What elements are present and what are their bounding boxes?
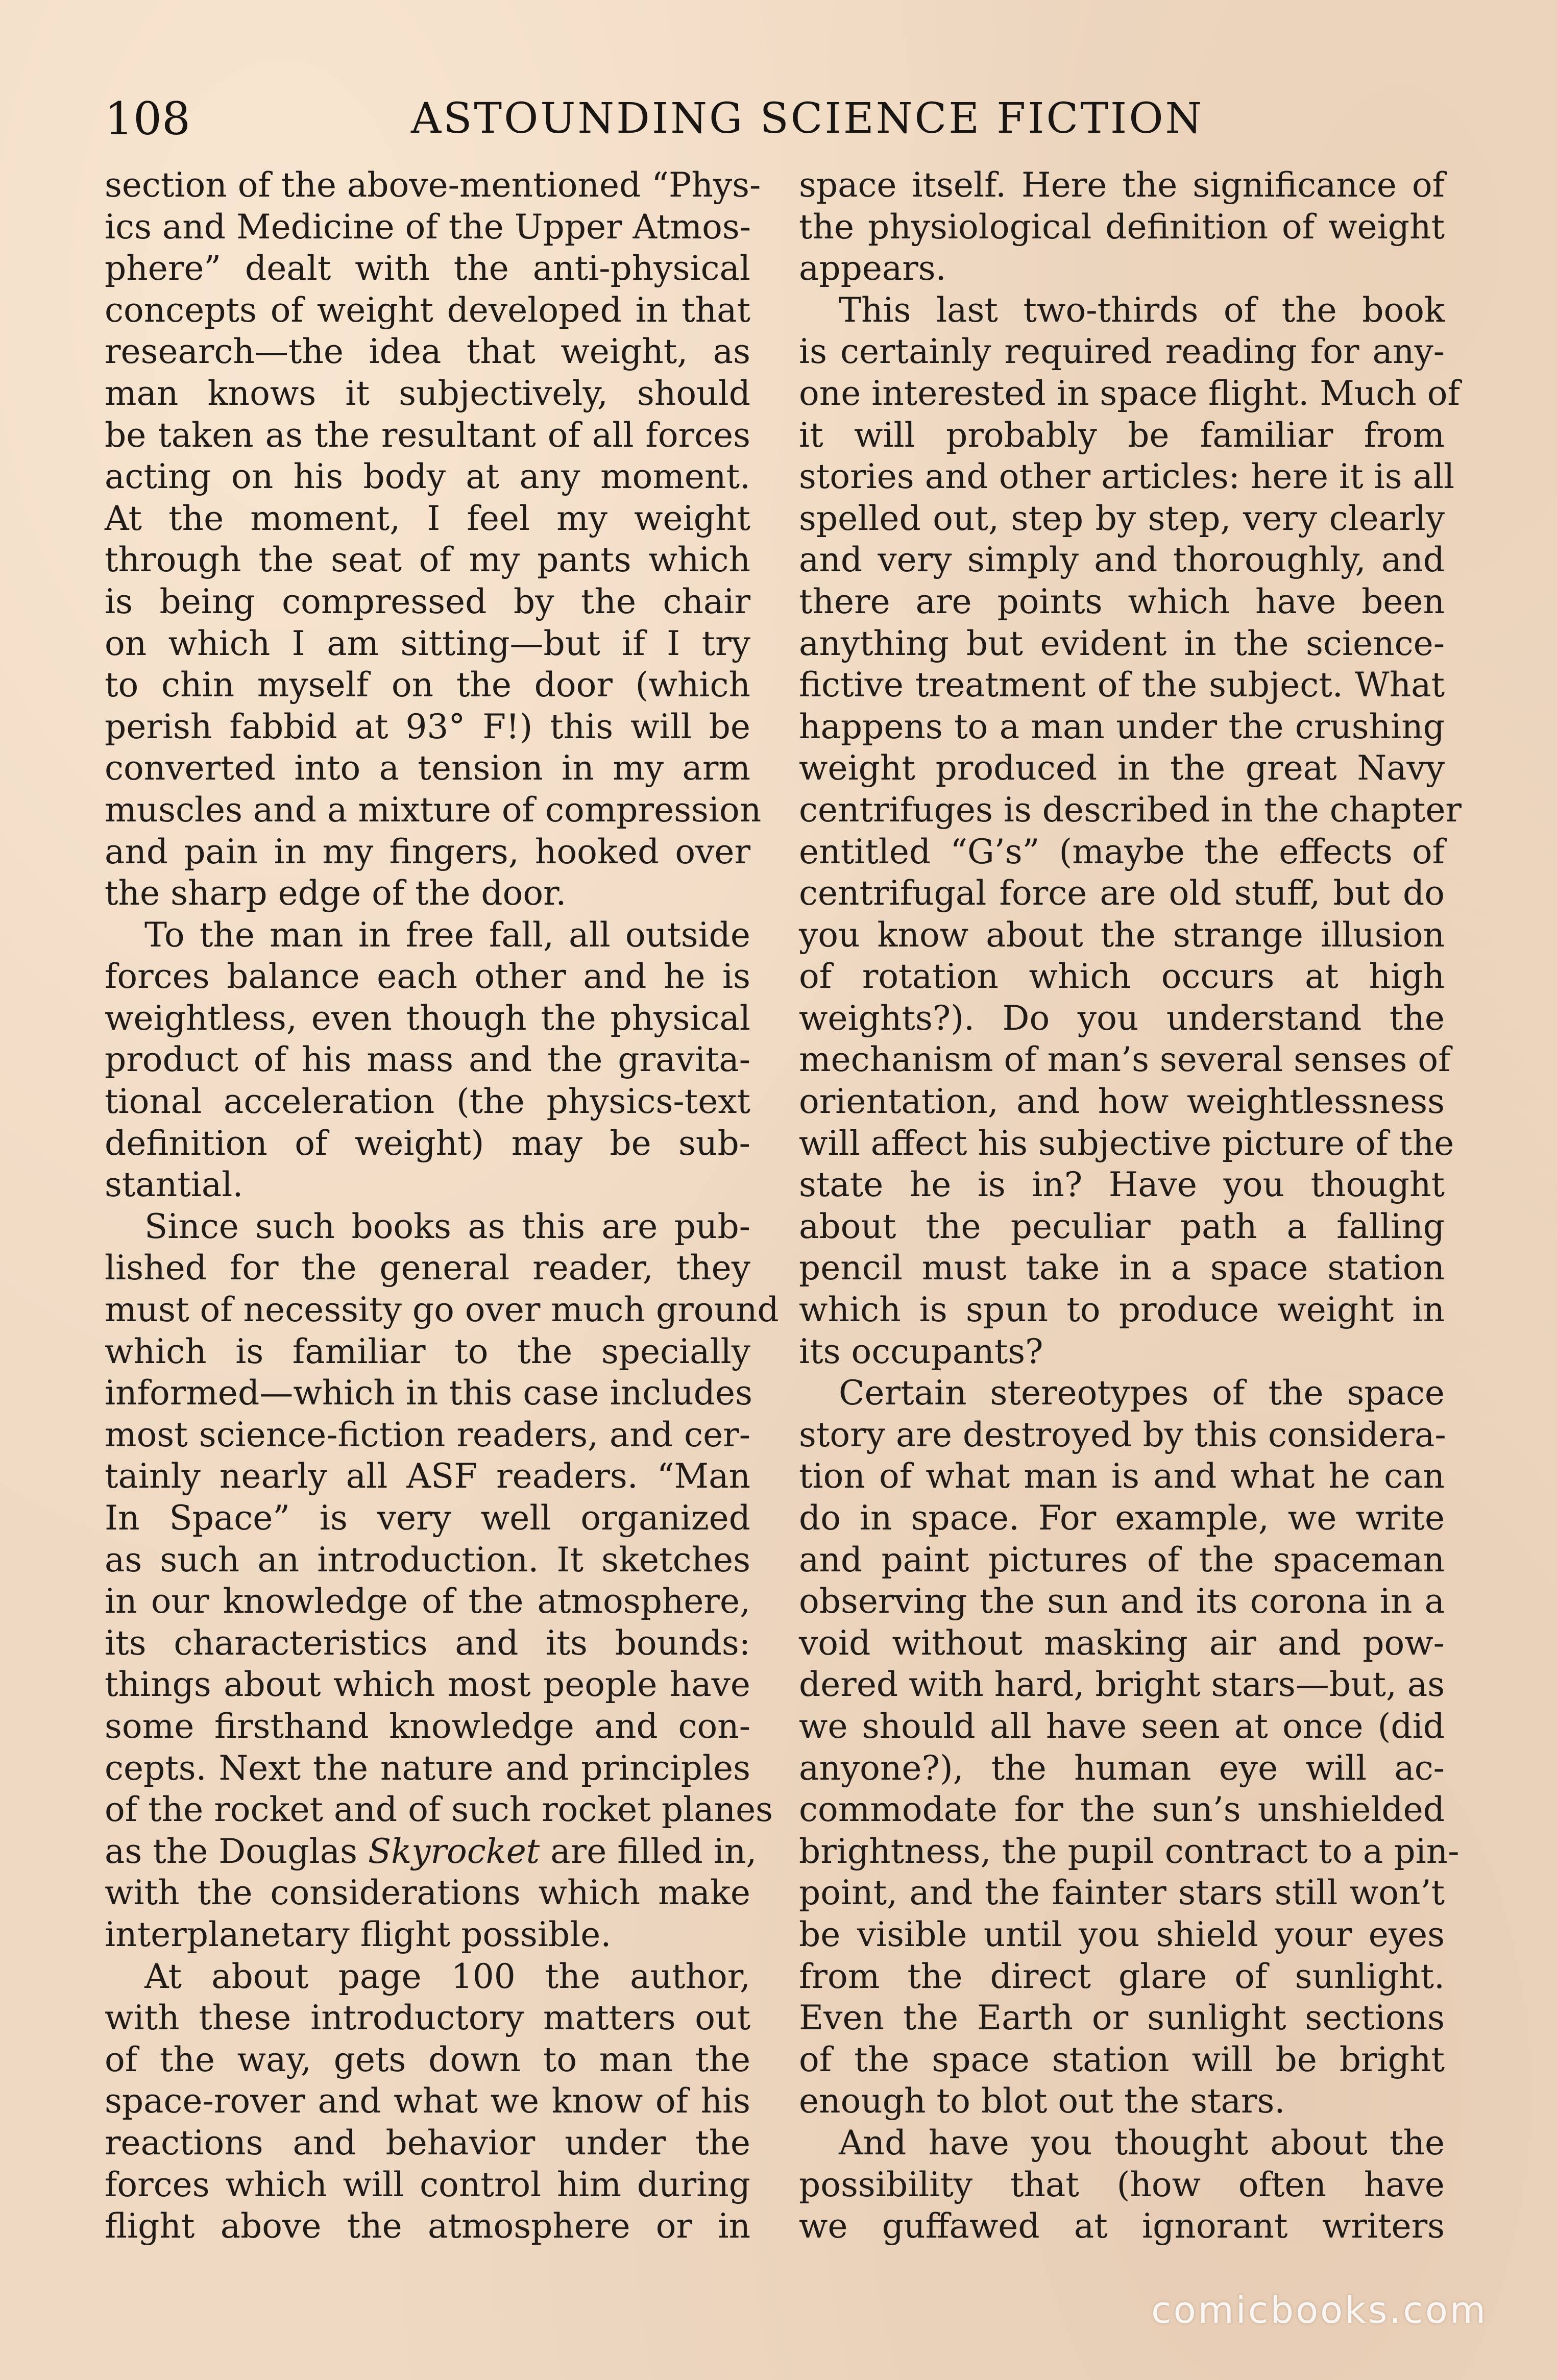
text-line: weight produced in the great Navy [799, 748, 1445, 788]
text-line: we guffawed at ignorant writers [799, 2206, 1445, 2246]
text-line: will affect his subjective picture of the [799, 1123, 1454, 1163]
text-line: informed—which in this case includes [105, 1373, 752, 1413]
text-line: it will probably be familiar from [799, 415, 1445, 455]
text-line: forces which will control him during [105, 2165, 750, 2204]
text-line: from the direct glare of sunlight. [799, 1956, 1445, 1996]
text-line: space itself. Here the significance of [799, 165, 1445, 205]
text-line: possibility that (how often have [799, 2165, 1445, 2204]
page-header [105, 86, 1447, 152]
running-head: ASTOUNDING SCIENCE FICTION [411, 94, 1204, 143]
text-line: story are destroyed by this considera- [799, 1415, 1446, 1454]
left-column [105, 164, 779, 2247]
text-line: point, and the fainter stars still won’t [799, 1873, 1445, 1913]
text-line: space-rover and what we know of his [105, 2081, 750, 2121]
text-line: stantial. [105, 1165, 244, 1205]
text-line: be visible until you shield your eyes [799, 1914, 1445, 1954]
text-line: Since such books as this are pub- [144, 1206, 750, 1246]
text-line: as the Douglas Skyrocket are filled in, [105, 1831, 757, 1871]
text-line: cepts. Next the nature and principles [105, 1748, 750, 1788]
text-line: anyone?), the human eye will ac- [799, 1748, 1445, 1788]
text-line: and paint pictures of the spaceman [799, 1540, 1445, 1580]
text-line: In Space” is very well organized [105, 1498, 750, 1538]
text-line: tional acceleration (the physics-text [105, 1082, 750, 1122]
text-line: At about page 100 the author, [144, 1956, 750, 1996]
text-line: appears. [799, 249, 946, 288]
page-number: 108 [105, 92, 190, 145]
text-line: orientation, and how weightlessness [799, 1082, 1445, 1122]
text-line: void without masking air and pow- [799, 1623, 1445, 1663]
text-line: be taken as the resultant of all forces [105, 415, 750, 455]
text-line: one interested in space flight. Much of [799, 373, 1460, 413]
text-line: perish fabbid at 93° F!) this will be [105, 707, 750, 746]
text-line: And have you thought about the [839, 2123, 1445, 2163]
text-line: things about which most people have [105, 1665, 750, 1705]
text-line: is being compressed by the chair [105, 581, 750, 621]
text-line: state he is in? Have you thought [799, 1165, 1445, 1205]
text-line: on which I am sitting—but if I try [105, 623, 750, 663]
text-line: enough to blot out the stars. [799, 2081, 1285, 2121]
text-line: as such an introduction. It sketches [105, 1540, 750, 1580]
text-line: muscles and a mixture of compression [105, 790, 762, 830]
text-line: product of his mass and the gravita- [105, 1040, 750, 1080]
text-line: At the moment, I feel my weight [105, 498, 750, 538]
text-line: anything but evident in the science- [799, 623, 1445, 663]
text-line: stories and other articles: here it is all [799, 457, 1455, 497]
text-line: which is familiar to the specially [105, 1331, 750, 1371]
text-line: which is spun to produce weight in [799, 1290, 1445, 1330]
text-line: its occupants? [799, 1331, 1043, 1371]
text-line: lished for the general reader, they [105, 1248, 750, 1288]
text-line: This last two-thirds of the book [839, 290, 1445, 330]
text-line: is certainly required reading for any- [799, 332, 1445, 372]
text-line: the physiological definition of weight [799, 207, 1445, 247]
text-line: about the peculiar path a falling [799, 1206, 1445, 1246]
text-line: through the seat of my pants which [105, 540, 750, 580]
text-line: some firsthand knowledge and con- [105, 1706, 750, 1746]
text-line: tion of what man is and what he can [799, 1456, 1445, 1496]
text-line: man knows it subjectively, should [105, 373, 750, 413]
text-line: of the rocket and of such rocket planes [105, 1790, 773, 1830]
text-line: centrifugal force are old stuff, but do [799, 873, 1445, 913]
text-line: mechanism of man’s several senses of [799, 1040, 1451, 1080]
text-line: with the considerations which make [105, 1873, 750, 1913]
text-line: acting on his body at any moment. [105, 457, 750, 497]
text-line: commodate for the sun’s unshielded [799, 1790, 1445, 1830]
text-line: we should all have seen at once (did [799, 1706, 1445, 1746]
text-line: ics and Medicine of the Upper Atmos- [105, 207, 751, 247]
text-line: dered with hard, bright stars—but, as [799, 1665, 1445, 1705]
text-line: fictive treatment of the subject. What [799, 665, 1445, 705]
text-line: of rotation which occurs at high [799, 957, 1445, 997]
text-line: weightless, even though the physical [105, 998, 750, 1038]
text-line: must of necessity go over much ground [105, 1290, 779, 1330]
text-line: centrifuges is described in the chapter [799, 790, 1462, 830]
text-line: of the space station will be bright [799, 2039, 1445, 2079]
text-line: research—the idea that weight, as [105, 332, 750, 372]
text-line: most science-fiction readers, and cer- [105, 1415, 750, 1454]
text-line: To the man in free fall, all outside [144, 915, 750, 955]
text-line: brightness, the pupil contract to a pin- [799, 1831, 1459, 1871]
text-line: spelled out, step by step, very clearly [799, 498, 1445, 538]
text-line: reactions and behavior under the [105, 2123, 750, 2163]
text-line: to chin myself on the door (which [105, 665, 750, 705]
text-line: definition of weight) may be sub- [105, 1123, 750, 1163]
text-line: of the way, gets down to man the [105, 2039, 750, 2079]
text-line: with these introductory matters out [105, 1998, 750, 2038]
text-line: Certain stereotypes of the space [839, 1373, 1445, 1413]
text-line: interplanetary flight possible. [105, 1914, 612, 1954]
text-line: and very simply and thoroughly, and [799, 540, 1445, 580]
text-line: do in space. For example, we write [799, 1498, 1445, 1538]
text-line: weights?). Do you understand the [799, 998, 1445, 1038]
text-line: entitled “G’s” (maybe the effects of [799, 832, 1445, 871]
text-line: forces balance each other and he is [105, 957, 750, 997]
text-line: happens to a man under the crushing [799, 707, 1445, 746]
italic-title: Skyrocket [368, 1831, 540, 1871]
text-line: concepts of weight developed in that [105, 290, 750, 330]
text-line: tainly nearly all ASF readers. “Man [105, 1456, 750, 1496]
text-line: its characteristics and its bounds: [105, 1623, 750, 1663]
text-line: observing the sun and its corona in a [799, 1582, 1445, 1621]
text-line: Even the Earth or sunlight sections [799, 1998, 1445, 2038]
text-line: and pain in my fingers, hooked over [105, 832, 750, 871]
text-line: in our knowledge of the atmosphere, [105, 1582, 750, 1621]
text-line: converted into a tension in my arm [105, 748, 750, 788]
text-line: you know about the strange illusion [799, 915, 1445, 955]
text-line: pencil must take in a space station [799, 1248, 1445, 1288]
text-line: there are points which have been [799, 581, 1445, 621]
text-line: phere” dealt with the anti-physical [105, 249, 750, 288]
site-watermark: comicbooks.com [1151, 2289, 1488, 2332]
text-line: the sharp edge of the door. [105, 873, 567, 913]
text-line: flight above the atmosphere or in [105, 2206, 750, 2246]
right-column [799, 164, 1462, 2247]
text-line: section of the above-mentioned “Phys- [105, 165, 761, 205]
